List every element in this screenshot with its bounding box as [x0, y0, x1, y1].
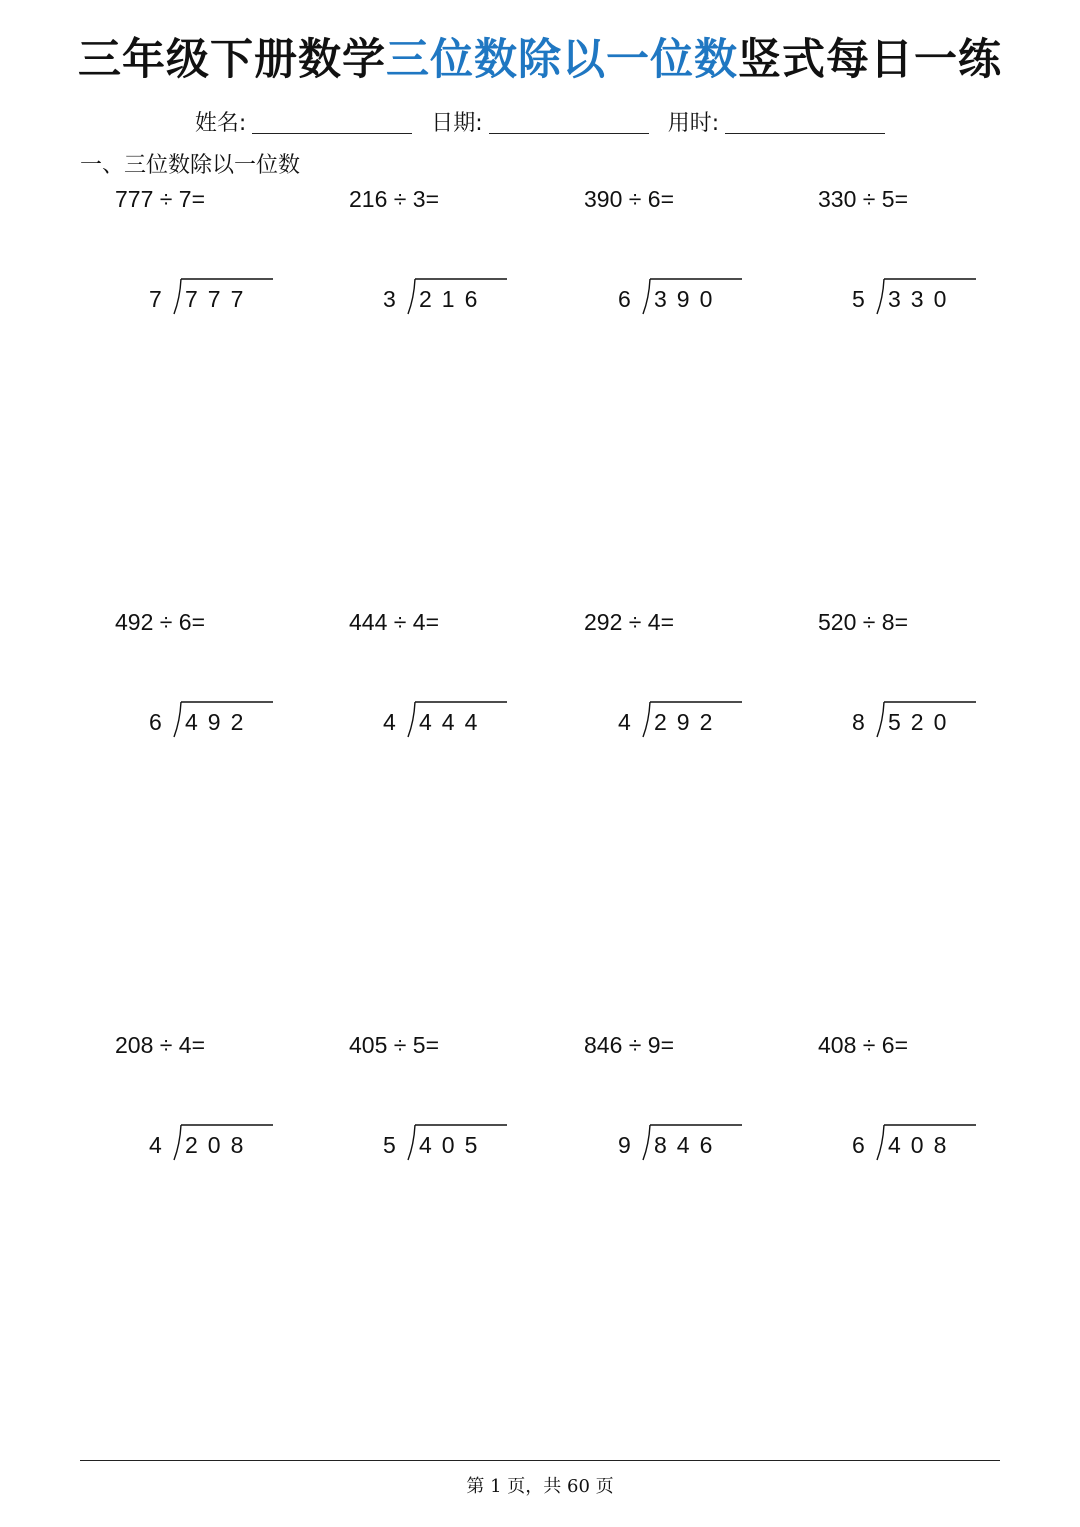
divisor: 9	[618, 1132, 631, 1158]
division-problem	[349, 186, 579, 326]
division-problem	[115, 186, 345, 326]
divisor: 4	[149, 1132, 162, 1158]
divisor: 6	[852, 1132, 865, 1158]
long-division[interactable]	[616, 1122, 746, 1162]
problem-expression: 520 ÷ 8=	[818, 609, 909, 635]
title-suffix: 竖式每日一练	[738, 35, 1002, 85]
dividend: 777	[185, 286, 254, 312]
long-division[interactable]	[381, 276, 511, 316]
division-problem	[818, 186, 1048, 326]
footer-divider	[80, 1460, 1000, 1461]
page-footer: 第 1 页，共 60 页	[466, 1476, 614, 1497]
division-problem	[584, 1032, 814, 1172]
dividend: 405	[419, 1132, 488, 1158]
dividend: 292	[654, 709, 723, 735]
problem-expression: 330 ÷ 5=	[818, 186, 909, 212]
division-problem	[818, 1032, 1048, 1172]
divisor: 7	[149, 286, 162, 312]
dividend: 520	[888, 709, 957, 735]
section-title: 一、三位数除以一位数	[80, 153, 301, 178]
problem-expression: 405 ÷ 5=	[349, 1032, 440, 1058]
division-problem	[115, 609, 345, 749]
division-problem	[115, 1032, 345, 1172]
title-topic: 三位数除以一位数	[386, 35, 738, 85]
long-division[interactable]	[850, 276, 980, 316]
problem-expression: 208 ÷ 4=	[115, 1032, 206, 1058]
divisor: 8	[852, 709, 865, 735]
long-division[interactable]	[616, 276, 746, 316]
long-division[interactable]	[147, 1122, 277, 1162]
divisor: 6	[618, 286, 631, 312]
dividend: 444	[419, 709, 488, 735]
division-problem	[349, 609, 579, 749]
divisor: 6	[149, 709, 162, 735]
divisor: 3	[383, 286, 396, 312]
division-problem	[349, 1032, 579, 1172]
dividend: 208	[185, 1132, 254, 1158]
problem-expression: 216 ÷ 3=	[349, 186, 440, 212]
divisor: 5	[852, 286, 865, 312]
long-division[interactable]	[381, 1122, 511, 1162]
problem-expression: 292 ÷ 4=	[584, 609, 675, 635]
divisor: 4	[618, 709, 631, 735]
long-division[interactable]	[147, 699, 277, 739]
problem-expression: 492 ÷ 6=	[115, 609, 206, 635]
division-problem	[584, 609, 814, 749]
dividend: 390	[654, 286, 723, 312]
long-division[interactable]	[616, 699, 746, 739]
dividend: 216	[419, 286, 488, 312]
time-label: 用时:	[667, 111, 720, 136]
problem-expression: 846 ÷ 9=	[584, 1032, 675, 1058]
problem-expression: 444 ÷ 4=	[349, 609, 440, 635]
long-division[interactable]	[850, 1122, 980, 1162]
date-label: 日期:	[431, 111, 483, 136]
title-grade: 三年级下册数学	[78, 35, 386, 85]
dividend: 492	[185, 709, 254, 735]
problem-expression: 408 ÷ 6=	[818, 1032, 909, 1058]
divisor: 5	[383, 1132, 396, 1158]
dividend: 408	[888, 1132, 957, 1158]
problem-expression: 390 ÷ 6=	[584, 186, 675, 212]
divisor: 4	[383, 709, 396, 735]
division-problem	[584, 186, 814, 326]
long-division[interactable]	[147, 276, 277, 316]
long-division[interactable]	[850, 699, 980, 739]
name-label: 姓名:	[194, 111, 247, 136]
dividend: 846	[654, 1132, 723, 1158]
long-division[interactable]	[381, 699, 511, 739]
division-problem	[818, 609, 1048, 749]
problem-expression: 777 ÷ 7=	[115, 186, 206, 212]
dividend: 330	[888, 286, 957, 312]
